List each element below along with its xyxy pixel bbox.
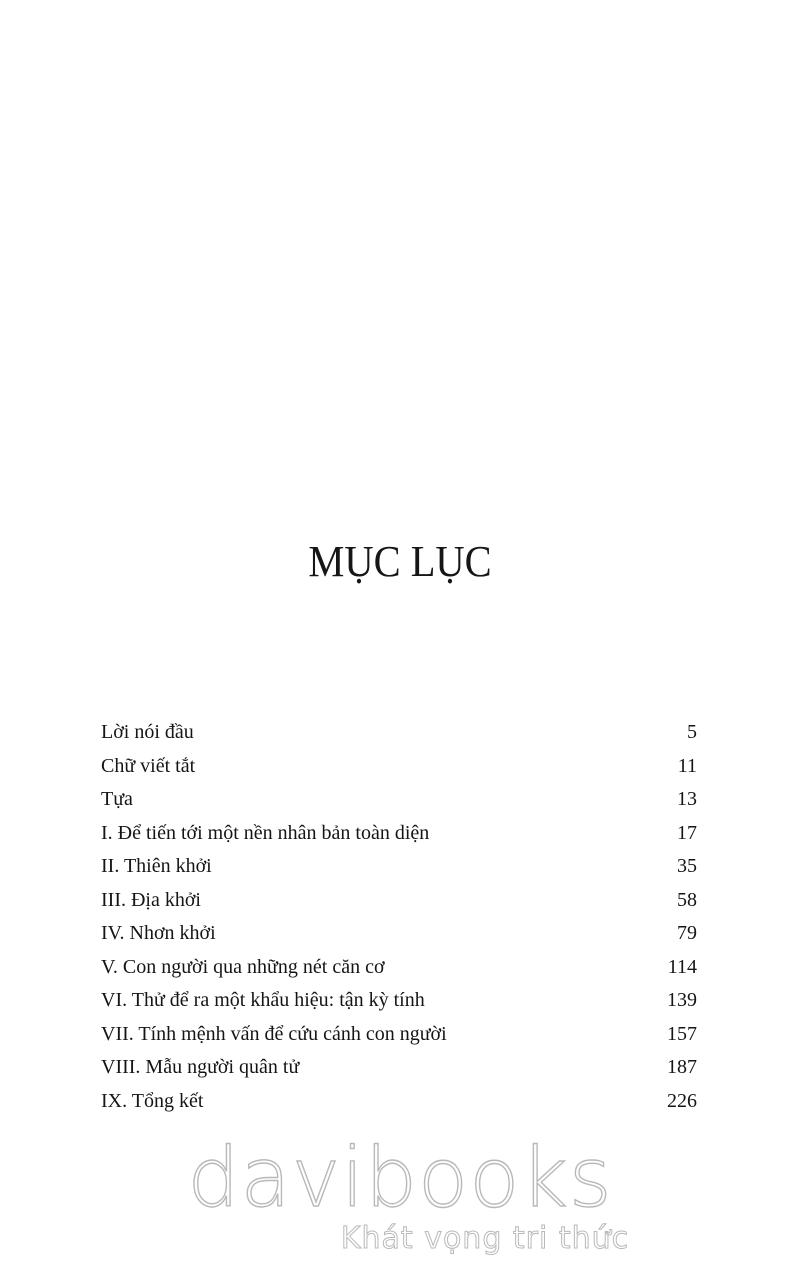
toc-entry-title: VI. Thử để ra một khẩu hiệu: tận kỳ tính (101, 989, 425, 1011)
toc-entry[interactable] (101, 855, 697, 889)
toc-entry[interactable] (101, 922, 697, 956)
watermark-tagline: Khát vọng tri thức (340, 1221, 630, 1256)
toc-entry[interactable] (101, 956, 697, 990)
toc-entry-title: I. Để tiến tới một nền nhân bản toàn diện (101, 821, 430, 844)
toc-entry-page: 17 (677, 821, 697, 844)
toc-entry[interactable] (101, 822, 697, 856)
toc-entry-title: IV. Nhơn khởi (101, 922, 216, 944)
toc-entry[interactable] (101, 1056, 697, 1090)
toc-entry-page: 35 (677, 855, 697, 877)
toc-entry-title: III. Địa khởi (101, 888, 201, 911)
toc-entry-title: V. Con người qua những nét căn cơ (101, 955, 385, 978)
toc-entry-page: 157 (667, 1022, 697, 1045)
toc-entry-page: 11 (677, 754, 697, 777)
toc-entry-page: 139 (667, 989, 697, 1011)
toc-entry-title: VII. Tính mệnh vấn để cứu cánh con người (101, 1022, 447, 1045)
table-of-contents (101, 721, 697, 1123)
toc-entry-title: VIII. Mẫu người quân tử (101, 1056, 300, 1078)
toc-entry-title: II. Thiên khởi (101, 855, 212, 877)
toc-entry[interactable] (101, 788, 697, 822)
toc-entry[interactable] (101, 889, 697, 923)
toc-entry-page: 114 (667, 955, 697, 978)
toc-entry-page: 13 (677, 788, 697, 810)
toc-entry[interactable] (101, 1023, 697, 1057)
page-title: MỤC LỤC (308, 537, 492, 586)
toc-entry-page: 79 (677, 922, 697, 944)
toc-entry-title: Tựa (101, 788, 133, 810)
toc-entry-title: IX. Tổng kết (101, 1089, 204, 1112)
watermark-logo: davibooks (187, 1131, 613, 1226)
toc-entry-page: 226 (667, 1089, 697, 1112)
toc-entry[interactable] (101, 1090, 697, 1124)
toc-entry-page: 5 (687, 721, 697, 743)
watermark (0, 1131, 800, 1256)
toc-entry-title: Lời nói đầu (101, 721, 194, 743)
toc-entry[interactable] (101, 755, 697, 789)
toc-entry-page: 58 (677, 888, 697, 911)
toc-entry-title: Chữ viết tắt (101, 754, 196, 777)
toc-entry-page: 187 (667, 1056, 697, 1078)
toc-entry[interactable] (101, 721, 697, 755)
toc-entry[interactable] (101, 989, 697, 1023)
